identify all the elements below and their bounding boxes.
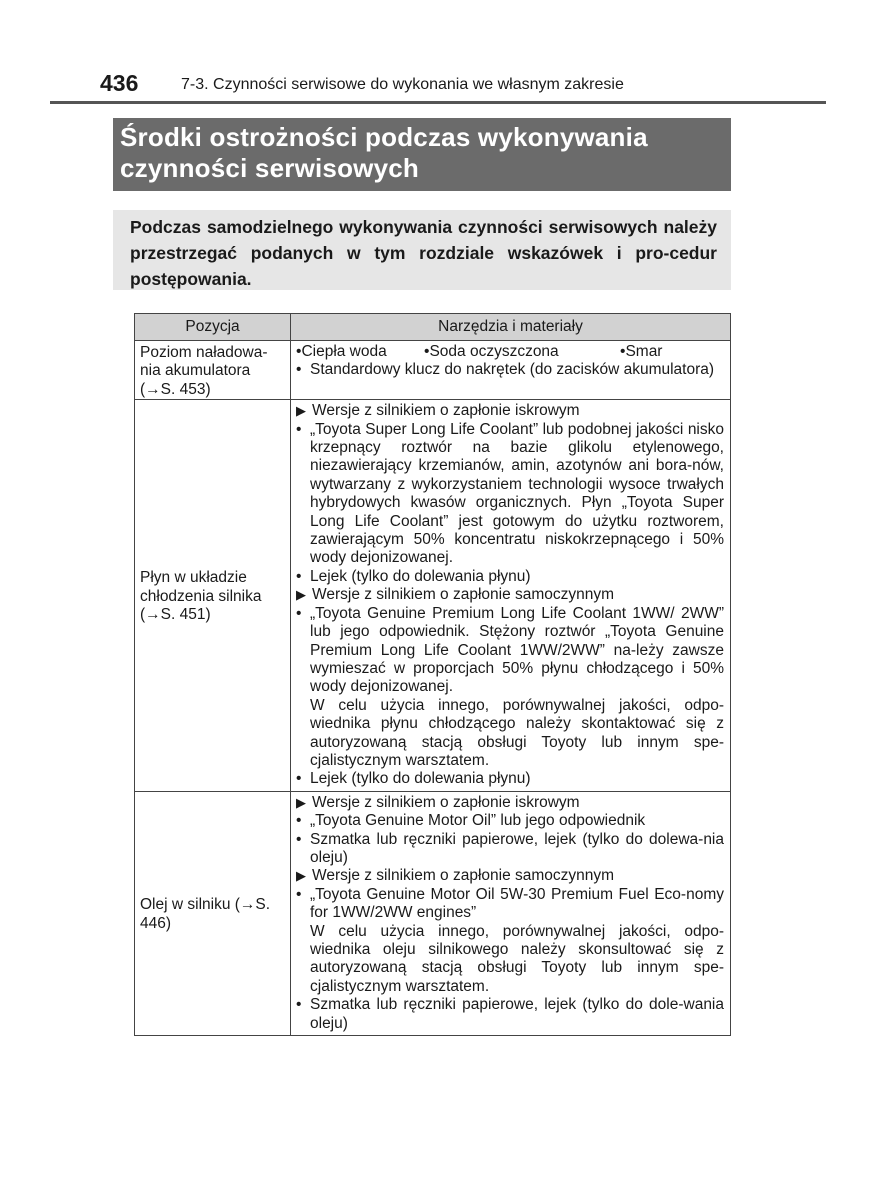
tools-table: [134, 313, 731, 1036]
header-divider: [50, 101, 826, 104]
variant-heading: ▶ Wersje z silnikiem o zapłonie samoczynnym: [296, 586, 615, 604]
list-item: • „Toyota Genuine Motor Oil 5W-30 Premium Fuel Eco-nomy for 1WW/2WW engines”: [296, 885, 724, 922]
bullet-icon: •: [296, 812, 302, 830]
bullet-icon: •: [296, 885, 302, 903]
table-row: [135, 791, 731, 1035]
list-item: • Lejek (tylko do dolewania płynu): [296, 770, 531, 788]
row-tools: [291, 400, 731, 792]
row-position: Poziom naładowa-nia akumulatora (→S. 453): [135, 341, 291, 400]
column-header-tools: Narzędzia i materiały: [291, 314, 731, 341]
bullet-icon: •: [296, 420, 302, 438]
list-item: Soda oczyszczona: [429, 343, 559, 360]
page-header: [100, 68, 820, 102]
list-item: • „Toyota Genuine Premium Long Life Coolant 1WW/ 2WW” lub jego odpowiednik. Stężony roztwór „Toyota Genuine Premium Long Life Coolant 1WW/2WW” na-leży zawsze wymieszać w proporcjach 50% płynu chłodzącego i 50% wody dejonizowanej.: [296, 604, 724, 696]
page-number: 436: [100, 70, 139, 96]
bullet-icon: •: [296, 604, 302, 622]
list-item-note: W celu użycia innego, porównywalnej jakości, odpo-wiednika płynu chłodzącego należy skontaktować się z autoryzowaną stacją obsługi Toyoty lub innym spe-cjalistycznym warsztatem.: [310, 696, 724, 769]
bullet-icon: •: [296, 567, 302, 585]
table-row: [135, 400, 731, 792]
row-tools: [291, 791, 731, 1035]
bullet-icon: •: [620, 343, 626, 360]
triangle-icon: ▶: [296, 403, 306, 419]
row-tools: [291, 341, 731, 400]
list-item: Ciepła woda: [301, 343, 387, 360]
bullet-icon: •: [296, 361, 302, 379]
bullet-icon: •: [296, 996, 302, 1014]
bullet-icon: •: [296, 343, 302, 360]
variant-heading: ▶ Wersje z silnikiem o zapłonie iskrowym: [296, 793, 580, 811]
bullet-icon: •: [424, 343, 430, 360]
triangle-icon: ▶: [296, 587, 306, 603]
table-header-row: [135, 314, 731, 341]
list-item-note: W celu użycia innego, porównywalnej jakości, odpo-wiednika oleju silnikowego należy skonsultować się z autoryzowaną stacją obsługi Toyoty lub innym spe-cjalistycznym warsztatem.: [310, 922, 724, 995]
chapter-title: 7-3. Czynności serwisowe do wykonania we własnym zakresie: [181, 76, 624, 93]
bullet-icon: •: [296, 830, 302, 848]
variant-heading: ▶ Wersje z silnikiem o zapłonie iskrowym: [296, 402, 580, 420]
bullet-group-inline: [296, 343, 724, 361]
bullet-icon: •: [296, 770, 302, 788]
row-position: Płyn w układzie chłodzenia silnika (→S. 451): [135, 400, 291, 792]
triangle-icon: ▶: [296, 868, 306, 884]
list-item: • „Toyota Super Long Life Coolant” lub podobnej jakości nisko krzepnący roztwór na bazie glikolu etylenowego, niezawierający krzemianów, amin, azotynów ani bora-nów, wytwarzany z wykorzystaniem technologii wysoce trwałych hybrydowych kwasów organicznych. Płyn „Toyota Super Long Life Coolant” jest gotowym do użytku roztworem, zawierającym 50% koncentratu niskokrzepnącego i 50% wody dejonizowanej.: [296, 420, 724, 567]
triangle-icon: ▶: [296, 794, 306, 810]
section-title: Środki ostrożności podczas wykonywania czynności serwisowych: [113, 118, 731, 191]
row-position: Olej w silniku (→S. 446): [135, 791, 291, 1035]
list-item: • Lejek (tylko do dolewania płynu): [296, 567, 531, 585]
list-item: Smar: [625, 343, 663, 360]
intro-box: Podczas samodzielnego wykonywania czynności serwisowych należy przestrzegać podanych w tym rozdziale wskazówek i pro-cedur postępowania.: [113, 210, 731, 290]
variant-heading: ▶ Wersje z silnikiem o zapłonie samoczynnym: [296, 867, 615, 885]
table-row: [135, 341, 731, 400]
column-header-position: Pozycja: [135, 314, 291, 341]
list-item: • Szmatka lub ręczniki papierowe, lejek (tylko do dole-wania oleju): [296, 996, 724, 1032]
list-item: • „Toyota Genuine Motor Oil” lub jego odpowiednik: [296, 812, 646, 830]
list-item: • Standardowy klucz do nakrętek (do zacisków akumulatora): [296, 361, 715, 379]
list-item: • Szmatka lub ręczniki papierowe, lejek (tylko do dolewa-nia oleju): [296, 830, 724, 866]
